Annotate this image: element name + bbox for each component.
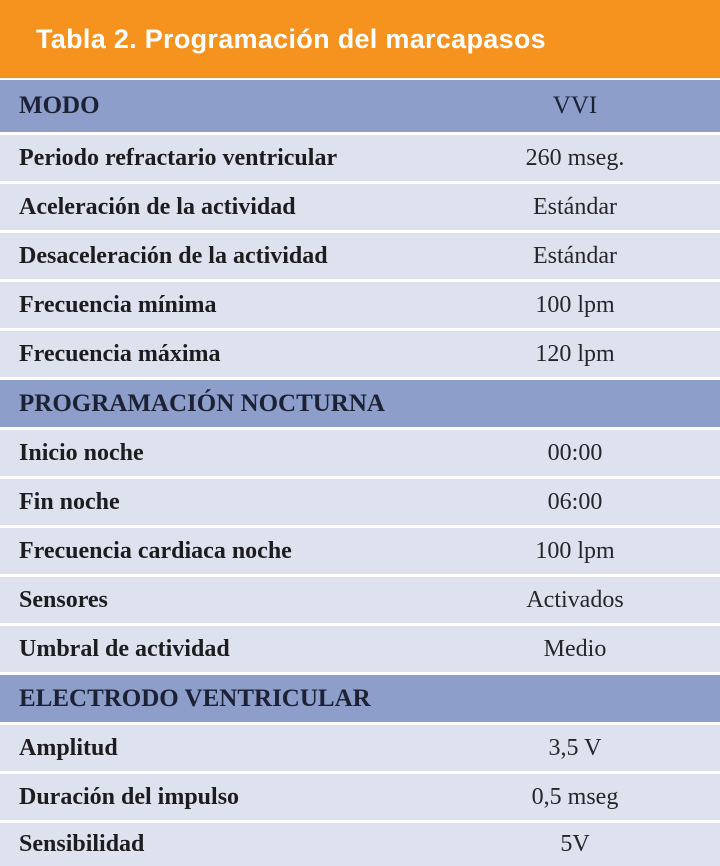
section-header-label: PROGRAMACIÓN NOCTURNA [19, 389, 385, 417]
table-row [0, 774, 720, 820]
table-header-row [0, 80, 720, 132]
table-title: Tabla 2. Programación del marcapasos [36, 23, 546, 54]
row-label: Periodo refractario ventricular [19, 144, 338, 171]
table-row [0, 135, 720, 181]
row-label: Duración del impulso [19, 783, 240, 810]
table-row [0, 528, 720, 574]
row-label: Inicio noche [19, 439, 144, 466]
row-label: Fin noche [19, 488, 120, 515]
table-title-bar [0, 0, 720, 78]
mode-label: MODO [19, 92, 100, 119]
table-row [0, 430, 720, 476]
row-value: 120 lpm [535, 340, 615, 367]
table-row [0, 725, 720, 771]
table-row [0, 233, 720, 279]
row-value: 3,5 V [548, 734, 602, 761]
row-label: Aceleración de la actividad [19, 193, 296, 220]
row-value: 260 mseg. [525, 144, 625, 171]
row-value: Medio [543, 635, 607, 662]
row-value: Activados [526, 586, 624, 613]
section-header-programacion-nocturna [0, 380, 720, 427]
table-row [0, 184, 720, 230]
row-label: Sensores [19, 586, 108, 613]
row-label: Desaceleración de la actividad [19, 242, 328, 269]
table-row [0, 626, 720, 672]
row-label: Frecuencia cardiaca noche [19, 537, 292, 564]
row-value: 0,5 mseg [531, 783, 619, 810]
row-label: Sensibilidad [19, 831, 145, 857]
table-row [0, 282, 720, 328]
row-label: Umbral de actividad [19, 635, 230, 662]
mode-value: VVI [552, 92, 598, 119]
row-value: Estándar [533, 193, 617, 220]
row-value: 100 lpm [535, 291, 615, 318]
row-value: 00:00 [547, 439, 603, 466]
table-row [0, 577, 720, 623]
table-row [0, 823, 720, 866]
row-label: Frecuencia máxima [19, 340, 221, 367]
table-row [0, 479, 720, 525]
row-value: 5V [560, 831, 590, 857]
section-header-electrodo-ventricular [0, 675, 720, 722]
row-value: Estándar [533, 242, 617, 269]
row-value: 06:00 [547, 488, 603, 515]
section-header-label: ELECTRODO VENTRICULAR [19, 684, 371, 712]
table-row [0, 331, 720, 377]
row-value: 100 lpm [535, 537, 615, 564]
row-label: Amplitud [19, 734, 118, 761]
row-label: Frecuencia mínima [19, 291, 217, 318]
